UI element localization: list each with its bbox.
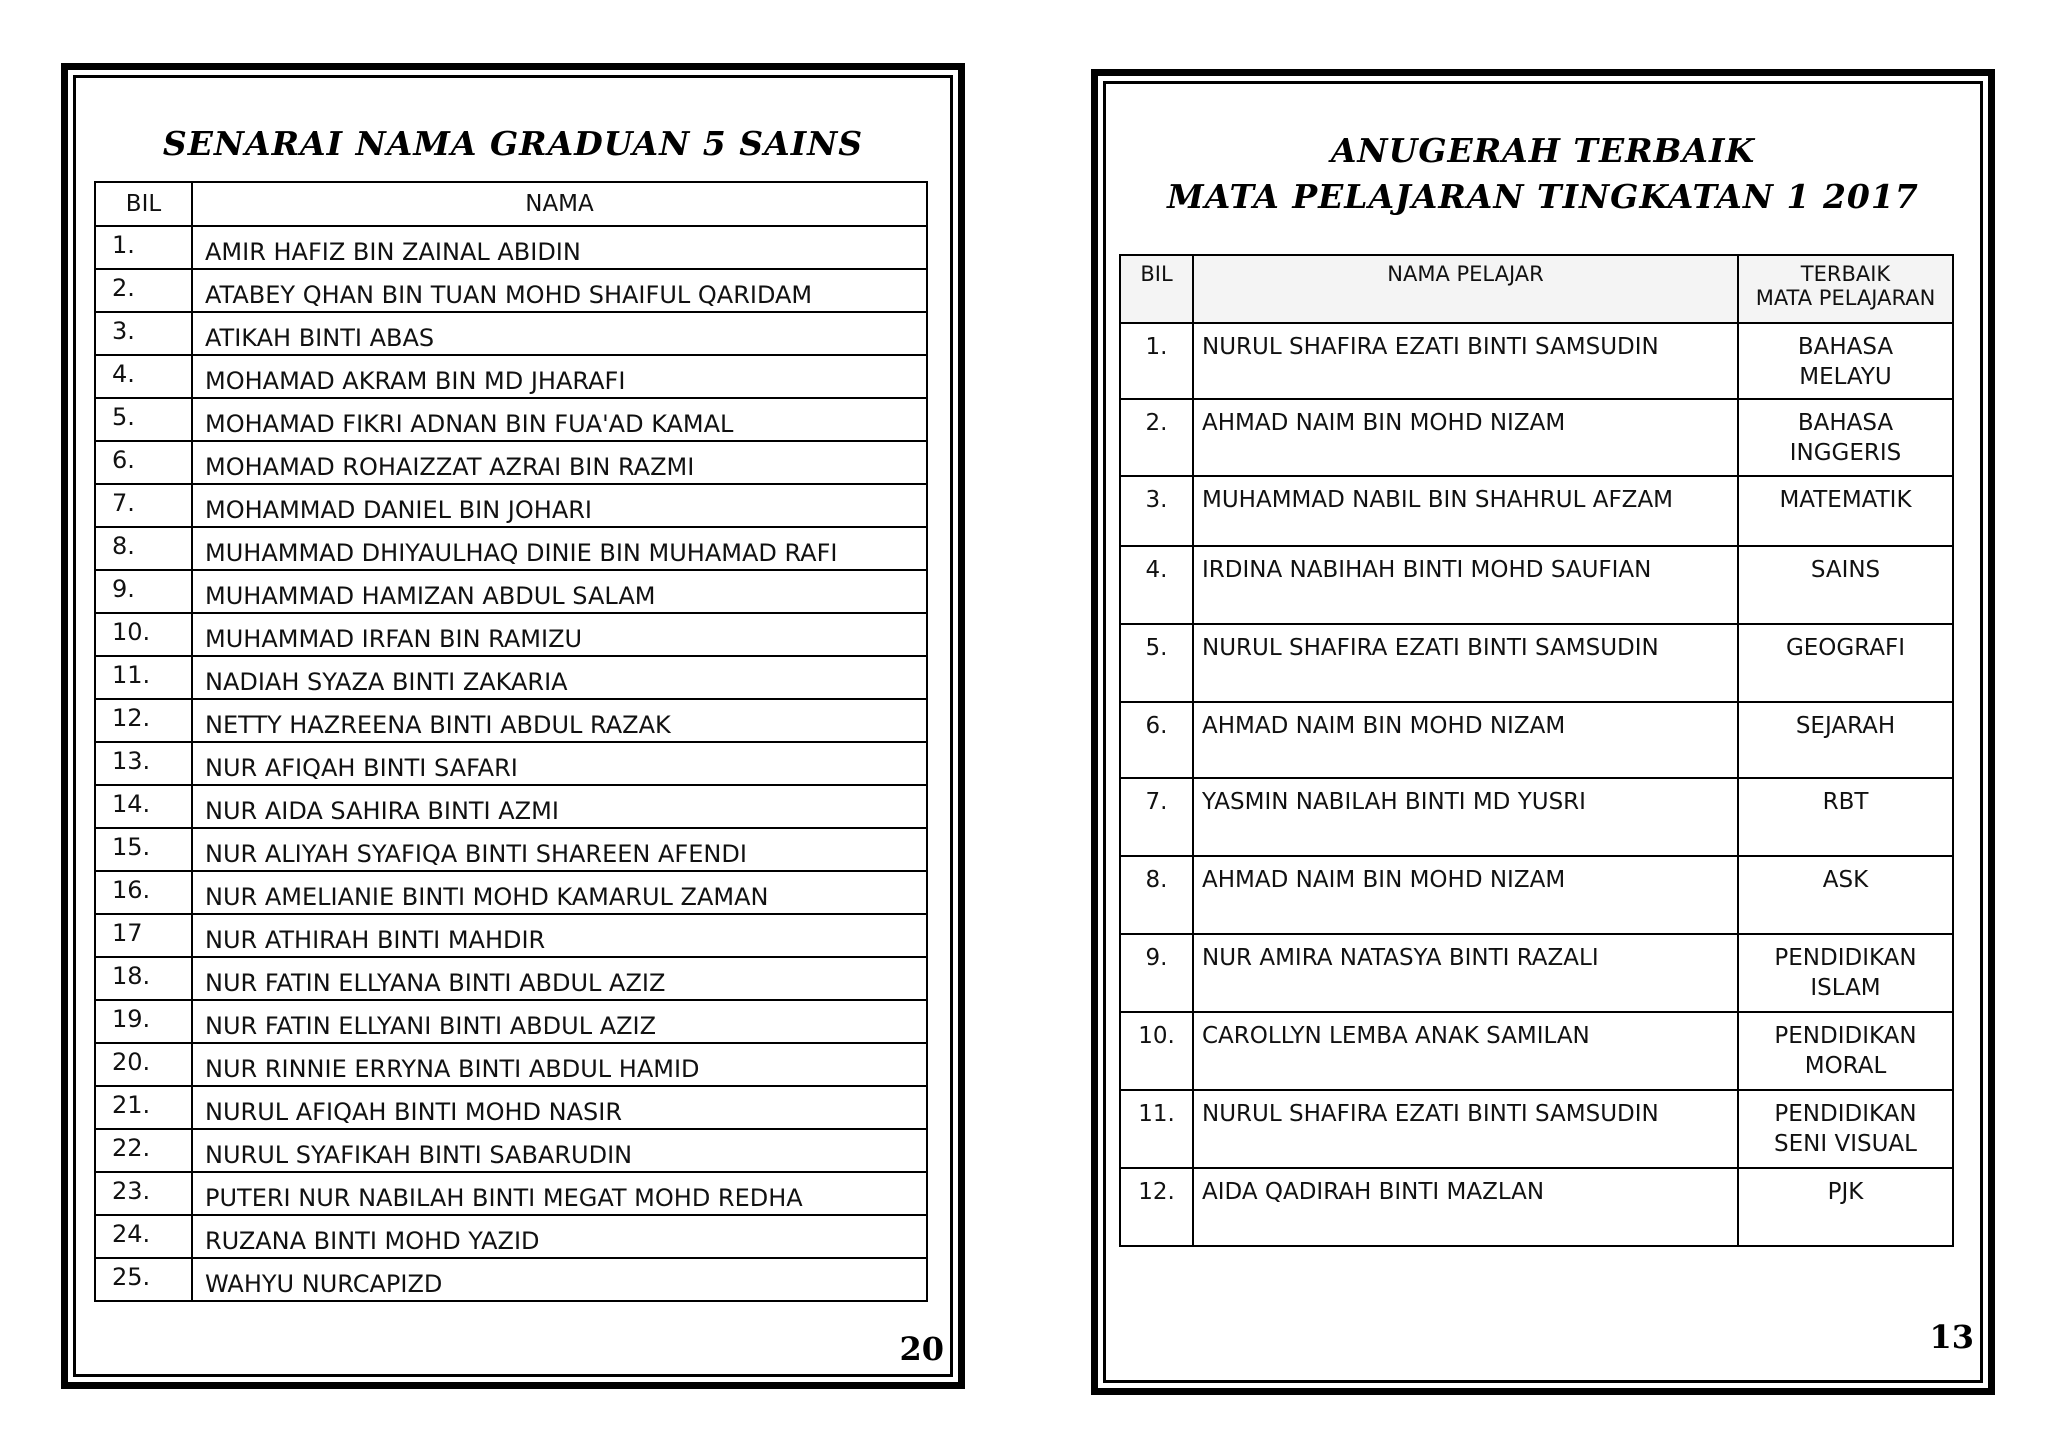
anugerah-bil-cell: 11. bbox=[1120, 1090, 1193, 1168]
anugerah-nama-cell: NURUL SHAFIRA EZATI BINTI SAMSUDIN bbox=[1193, 624, 1738, 702]
anugerah-subjek-line: PJK bbox=[1827, 1179, 1864, 1205]
graduan-bil-cell: 9. bbox=[95, 570, 192, 613]
anugerah-bil-cell: 4. bbox=[1120, 546, 1193, 624]
graduan-header-bil: BIL bbox=[95, 182, 192, 226]
graduan-header-row bbox=[95, 182, 927, 226]
anugerah-header-bil: BIL bbox=[1120, 255, 1193, 323]
anugerah-subjek-line: MELAYU bbox=[1799, 364, 1892, 390]
anugerah-bil-cell: 10. bbox=[1120, 1012, 1193, 1090]
anugerah-bil-cell: 6. bbox=[1120, 702, 1193, 778]
anugerah-nama-cell: YASMIN NABILAH BINTI MD YUSRI bbox=[1193, 778, 1738, 856]
anugerah-row bbox=[1120, 778, 1953, 856]
graduan-nama-cell: NUR ALIYAH SYAFIQA BINTI SHAREEN AFENDI bbox=[192, 828, 927, 871]
anugerah-table bbox=[1119, 254, 1954, 1247]
anugerah-subjek-line: BAHASA bbox=[1797, 410, 1894, 436]
graduan-bil-cell: 2. bbox=[95, 269, 192, 312]
anugerah-subjek-cell bbox=[1738, 702, 1953, 778]
graduan-row bbox=[95, 484, 927, 527]
page-left bbox=[61, 63, 965, 1389]
graduan-nama-cell: NUR AFIQAH BINTI SAFARI bbox=[192, 742, 927, 785]
graduan-nama-cell: WAHYU NURCAPIZD bbox=[192, 1258, 927, 1301]
anugerah-bil-cell: 5. bbox=[1120, 624, 1193, 702]
anugerah-subjek-cell bbox=[1738, 624, 1953, 702]
graduan-nama-cell: NUR FATIN ELLYANI BINTI ABDUL AZIZ bbox=[192, 1000, 927, 1043]
graduan-title: SENARAI NAMA GRADUAN 5 SAINS bbox=[162, 124, 864, 163]
graduan-row bbox=[95, 1258, 927, 1301]
anugerah-subjek-line: INGGERIS bbox=[1789, 440, 1902, 466]
graduan-nama-cell: PUTERI NUR NABILAH BINTI MEGAT MOHD REDHA bbox=[192, 1172, 927, 1215]
graduan-nama-cell: NUR FATIN ELLYANA BINTI ABDUL AZIZ bbox=[192, 957, 927, 1000]
graduan-nama-cell: MOHAMAD AKRAM BIN MD JHARAFI bbox=[192, 355, 927, 398]
anugerah-subjek-line: MATEMATIK bbox=[1779, 487, 1912, 513]
anugerah-subjek-line: ISLAM bbox=[1810, 975, 1881, 1001]
graduan-bil-cell: 13. bbox=[95, 742, 192, 785]
graduan-bil-cell: 15. bbox=[95, 828, 192, 871]
anugerah-subjek-line: RBT bbox=[1822, 789, 1869, 815]
graduan-bil-cell: 11. bbox=[95, 656, 192, 699]
graduan-row bbox=[95, 785, 927, 828]
page-right bbox=[1091, 69, 1995, 1395]
graduan-row bbox=[95, 699, 927, 742]
graduan-row bbox=[95, 398, 927, 441]
graduan-nama-cell: AMIR HAFIZ BIN ZAINAL ABIDIN bbox=[192, 226, 927, 269]
anugerah-subjek-line: GEOGRAFI bbox=[1785, 635, 1906, 661]
graduan-nama-cell: NUR ATHIRAH BINTI MAHDIR bbox=[192, 914, 927, 957]
graduan-nama-cell: NADIAH SYAZA BINTI ZAKARIA bbox=[192, 656, 927, 699]
anugerah-bil-cell: 9. bbox=[1120, 934, 1193, 1012]
graduan-row bbox=[95, 441, 927, 484]
anugerah-bil-cell: 8. bbox=[1120, 856, 1193, 934]
graduan-bil-cell: 4. bbox=[95, 355, 192, 398]
anugerah-header-subjek-line1: TERBAIK bbox=[1800, 262, 1891, 286]
anugerah-nama-cell: NURUL SHAFIRA EZATI BINTI SAMSUDIN bbox=[1193, 323, 1738, 399]
graduan-row bbox=[95, 742, 927, 785]
anugerah-subjek-line: PENDIDIKAN bbox=[1774, 1101, 1917, 1127]
graduan-bil-cell: 18. bbox=[95, 957, 192, 1000]
anugerah-nama-cell: AHMAD NAIM BIN MOHD NIZAM bbox=[1193, 399, 1738, 476]
graduan-nama-cell: NUR AMELIANIE BINTI MOHD KAMARUL ZAMAN bbox=[192, 871, 927, 914]
graduan-bil-cell: 10. bbox=[95, 613, 192, 656]
graduan-bil-cell: 19. bbox=[95, 1000, 192, 1043]
anugerah-subjek-cell bbox=[1738, 323, 1953, 399]
graduan-table bbox=[94, 181, 928, 1302]
anugerah-subjek-cell bbox=[1738, 399, 1953, 476]
graduan-bil-cell: 3. bbox=[95, 312, 192, 355]
graduan-bil-cell: 8. bbox=[95, 527, 192, 570]
anugerah-subjek-cell bbox=[1738, 778, 1953, 856]
anugerah-row bbox=[1120, 856, 1953, 934]
anugerah-subjek-cell bbox=[1738, 1012, 1953, 1090]
graduan-row bbox=[95, 957, 927, 1000]
graduan-bil-cell: 1. bbox=[95, 226, 192, 269]
page-number-left: 20 bbox=[899, 1330, 944, 1368]
graduan-row bbox=[95, 527, 927, 570]
page-number-right: 13 bbox=[1929, 1318, 1974, 1356]
anugerah-row bbox=[1120, 934, 1953, 1012]
graduan-row bbox=[95, 312, 927, 355]
anugerah-row bbox=[1120, 1168, 1953, 1246]
anugerah-header-row bbox=[1120, 255, 1953, 323]
graduan-bil-cell: 25. bbox=[95, 1258, 192, 1301]
graduan-header-nama: NAMA bbox=[192, 182, 927, 226]
graduan-row bbox=[95, 1172, 927, 1215]
graduan-nama-cell: MOHAMAD FIKRI ADNAN BIN FUA'AD KAMAL bbox=[192, 398, 927, 441]
anugerah-subjek-line: PENDIDIKAN bbox=[1774, 1023, 1917, 1049]
anugerah-subjek-cell bbox=[1738, 1090, 1953, 1168]
anugerah-bil-cell: 7. bbox=[1120, 778, 1193, 856]
graduan-nama-cell: MOHAMAD ROHAIZZAT AZRAI BIN RAZMI bbox=[192, 441, 927, 484]
anugerah-nama-cell: NUR AMIRA NATASYA BINTI RAZALI bbox=[1193, 934, 1738, 1012]
anugerah-subjek-line: SEJARAH bbox=[1795, 713, 1896, 739]
graduan-nama-cell: MUHAMMAD HAMIZAN ABDUL SALAM bbox=[192, 570, 927, 613]
graduan-row bbox=[95, 1000, 927, 1043]
anugerah-bil-cell: 1. bbox=[1120, 323, 1193, 399]
anugerah-subjek-line: PENDIDIKAN bbox=[1774, 945, 1917, 971]
anugerah-header-subjek bbox=[1738, 255, 1953, 323]
anugerah-row bbox=[1120, 399, 1953, 476]
graduan-nama-cell: NURUL SYAFIKAH BINTI SABARUDIN bbox=[192, 1129, 927, 1172]
graduan-row bbox=[95, 1129, 927, 1172]
anugerah-nama-cell: MUHAMMAD NABIL BIN SHAHRUL AFZAM bbox=[1193, 476, 1738, 546]
anugerah-subjek-line: SENI VISUAL bbox=[1774, 1131, 1917, 1157]
graduan-nama-cell: NUR AIDA SAHIRA BINTI AZMI bbox=[192, 785, 927, 828]
anugerah-subjek-line: SAINS bbox=[1810, 557, 1881, 583]
anugerah-row bbox=[1120, 702, 1953, 778]
graduan-nama-cell: MOHAMMAD DANIEL BIN JOHARI bbox=[192, 484, 927, 527]
graduan-nama-cell: ATABEY QHAN BIN TUAN MOHD SHAIFUL QARIDAM bbox=[192, 269, 927, 312]
anugerah-subjek-line: BAHASA bbox=[1797, 334, 1894, 360]
graduan-bil-cell: 24. bbox=[95, 1215, 192, 1258]
graduan-nama-cell: RUZANA BINTI MOHD YAZID bbox=[192, 1215, 927, 1258]
anugerah-row bbox=[1120, 1012, 1953, 1090]
graduan-bil-cell: 22. bbox=[95, 1129, 192, 1172]
graduan-nama-cell: MUHAMMAD DHIYAULHAQ DINIE BIN MUHAMAD RAFI bbox=[192, 527, 927, 570]
anugerah-nama-cell: AIDA QADIRAH BINTI MAZLAN bbox=[1193, 1168, 1738, 1246]
anugerah-row bbox=[1120, 476, 1953, 546]
graduan-nama-cell: MUHAMMAD IRFAN BIN RAMIZU bbox=[192, 613, 927, 656]
anugerah-subjek-cell bbox=[1738, 476, 1953, 546]
anugerah-row bbox=[1120, 323, 1953, 399]
anugerah-nama-cell: AHMAD NAIM BIN MOHD NIZAM bbox=[1193, 702, 1738, 778]
graduan-bil-cell: 7. bbox=[95, 484, 192, 527]
graduan-table-body bbox=[95, 226, 927, 1301]
graduan-bil-cell: 5. bbox=[95, 398, 192, 441]
graduan-bil-cell: 14. bbox=[95, 785, 192, 828]
graduan-row bbox=[95, 613, 927, 656]
graduan-row bbox=[95, 570, 927, 613]
graduan-row bbox=[95, 1086, 927, 1129]
graduan-bil-cell: 21. bbox=[95, 1086, 192, 1129]
anugerah-subjek-line: MORAL bbox=[1804, 1053, 1887, 1079]
anugerah-table-body bbox=[1120, 323, 1953, 1246]
graduan-row bbox=[95, 871, 927, 914]
anugerah-subjek-line: ASK bbox=[1822, 867, 1869, 893]
anugerah-nama-cell: IRDINA NABIHAH BINTI MOHD SAUFIAN bbox=[1193, 546, 1738, 624]
anugerah-subjek-cell bbox=[1738, 856, 1953, 934]
graduan-row bbox=[95, 226, 927, 269]
graduan-nama-cell: ATIKAH BINTI ABAS bbox=[192, 312, 927, 355]
anugerah-nama-cell: NURUL SHAFIRA EZATI BINTI SAMSUDIN bbox=[1193, 1090, 1738, 1168]
graduan-row bbox=[95, 828, 927, 871]
anugerah-nama-cell: CAROLLYN LEMBA ANAK SAMILAN bbox=[1193, 1012, 1738, 1090]
graduan-bil-cell: 20. bbox=[95, 1043, 192, 1086]
graduan-bil-cell: 16. bbox=[95, 871, 192, 914]
graduan-bil-cell: 12. bbox=[95, 699, 192, 742]
anugerah-title-line2: MATA PELAJARAN TINGKATAN 1 2017 bbox=[1167, 177, 1919, 216]
anugerah-title-line1: ANUGERAH TERBAIK bbox=[1330, 131, 1756, 170]
anugerah-header-nama: NAMA PELAJAR bbox=[1193, 255, 1738, 323]
anugerah-nama-cell: AHMAD NAIM BIN MOHD NIZAM bbox=[1193, 856, 1738, 934]
graduan-nama-cell: NUR RINNIE ERRYNA BINTI ABDUL HAMID bbox=[192, 1043, 927, 1086]
graduan-bil-cell: 6. bbox=[95, 441, 192, 484]
graduan-bil-cell: 17 bbox=[95, 914, 192, 957]
anugerah-bil-cell: 12. bbox=[1120, 1168, 1193, 1246]
anugerah-bil-cell: 2. bbox=[1120, 399, 1193, 476]
anugerah-subjek-cell bbox=[1738, 1168, 1953, 1246]
graduan-row bbox=[95, 1043, 927, 1086]
graduan-row bbox=[95, 1215, 927, 1258]
graduan-bil-cell: 23. bbox=[95, 1172, 192, 1215]
graduan-row bbox=[95, 269, 927, 312]
anugerah-row bbox=[1120, 1090, 1953, 1168]
graduan-row bbox=[95, 914, 927, 957]
graduan-row bbox=[95, 355, 927, 398]
graduan-nama-cell: NETTY HAZREENA BINTI ABDUL RAZAK bbox=[192, 699, 927, 742]
anugerah-row bbox=[1120, 546, 1953, 624]
graduan-row bbox=[95, 656, 927, 699]
anugerah-header-subjek-line2: MATA PELAJARAN bbox=[1755, 286, 1936, 310]
anugerah-subjek-cell bbox=[1738, 934, 1953, 1012]
anugerah-row bbox=[1120, 624, 1953, 702]
anugerah-subjek-cell bbox=[1738, 546, 1953, 624]
anugerah-bil-cell: 3. bbox=[1120, 476, 1193, 546]
graduan-nama-cell: NURUL AFIQAH BINTI MOHD NASIR bbox=[192, 1086, 927, 1129]
